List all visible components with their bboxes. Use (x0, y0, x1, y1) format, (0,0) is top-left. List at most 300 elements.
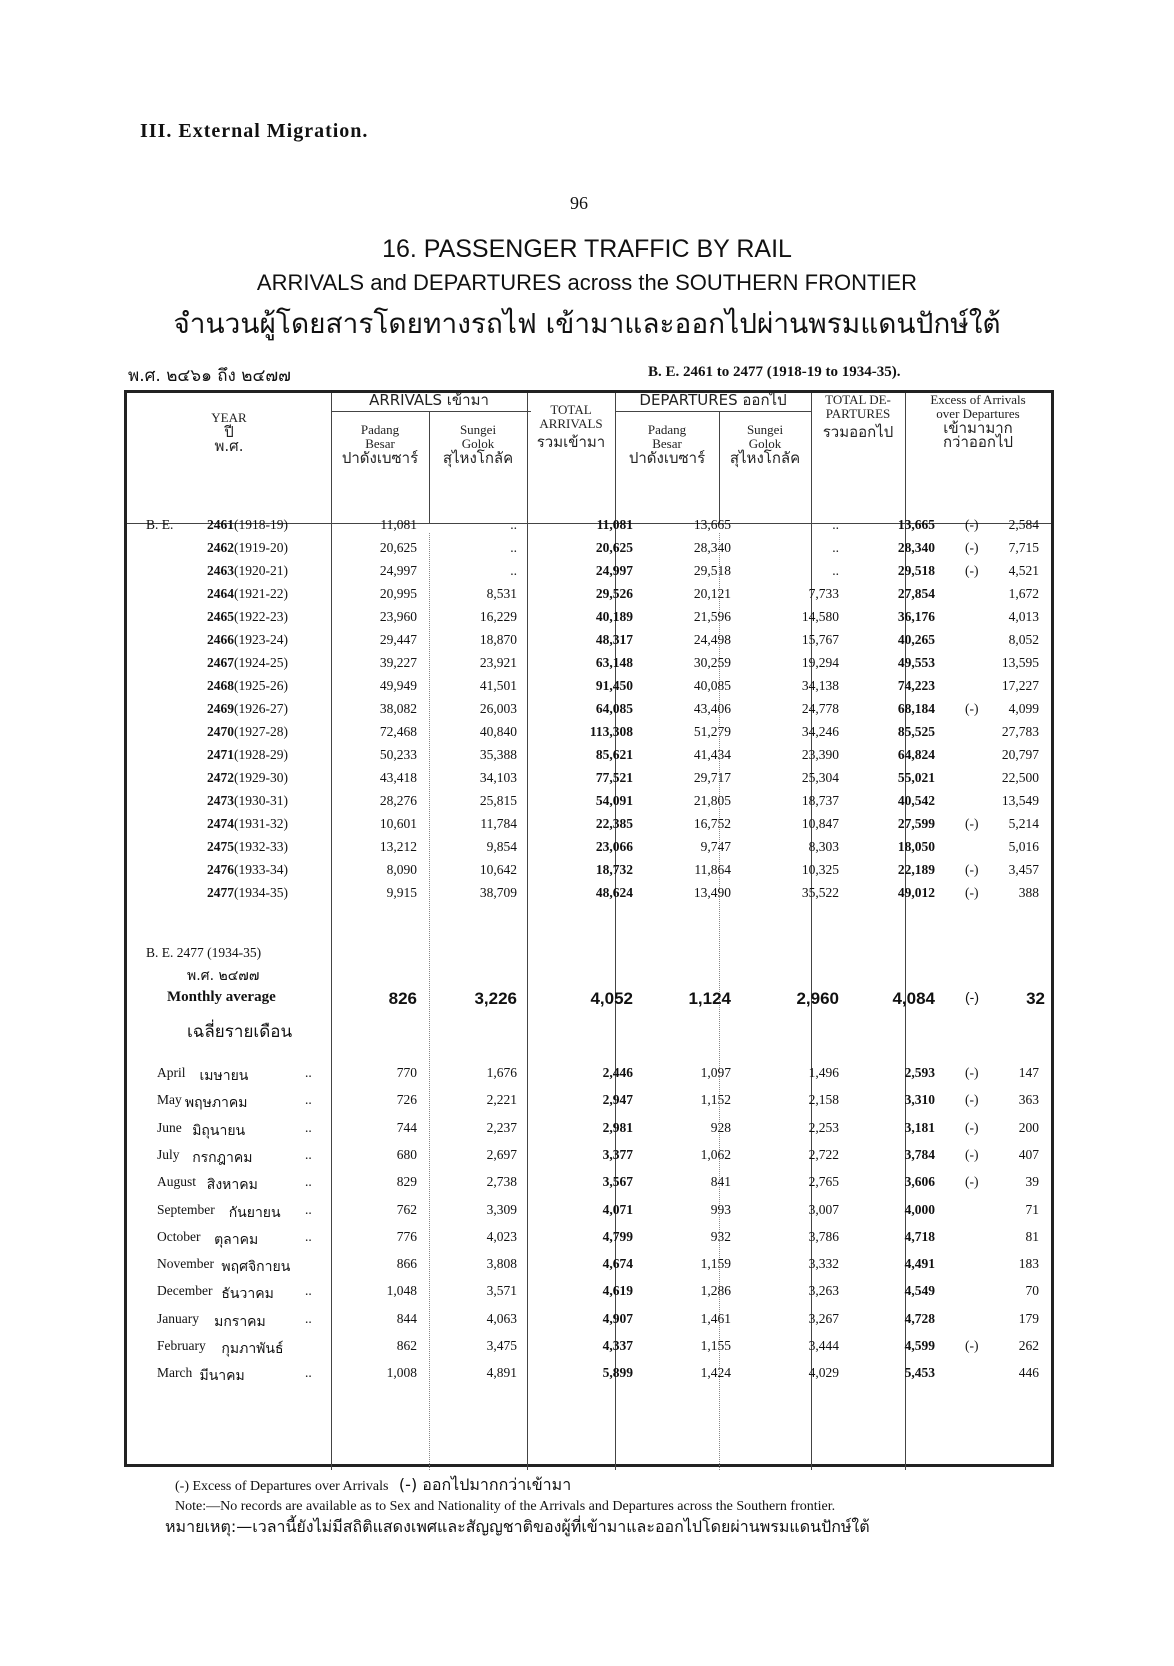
cell-excess: 446 (1018, 1365, 1039, 1381)
cell-total-arrivals: 20,625 (595, 540, 633, 555)
cell-excess: 27,783 (1001, 724, 1039, 739)
padang-dep-header-en: Padang Besar (647, 422, 687, 451)
cell-year-be: 2468 (207, 678, 234, 693)
cell-year-ce: (1921-22) (234, 586, 288, 601)
cell-padang-departures: 29,717 (693, 770, 731, 785)
total-departures-header-en: TOTAL DE-PARTURES (825, 392, 891, 421)
excess-header (905, 393, 1051, 449)
cell-total-departures: 40,542 (897, 793, 935, 808)
cell-padang-arrivals: 23,960 (379, 609, 417, 624)
cell-month-en: December (157, 1283, 213, 1299)
cell-total-arrivals: 2,981 (602, 1119, 633, 1135)
cell-padang-departures: 21,596 (693, 609, 731, 624)
cell-total-departures: 36,176 (897, 609, 935, 624)
cell-year-ce: (1930-31) (234, 793, 288, 808)
cell-month-en: July (157, 1146, 180, 1162)
section-heading: III. External Migration. (140, 120, 369, 142)
cell-padang-arrivals: 1,008 (386, 1365, 417, 1381)
sungei-dep-header-en: Sungei Golok (746, 422, 784, 451)
cell-sungei-departures: 3,332 (808, 1256, 839, 1272)
cell-padang-departures: 9,747 (700, 839, 731, 854)
month-row (127, 1065, 1057, 1085)
cell-padang-arrivals: 866 (396, 1256, 417, 1272)
cell-sungei-departures: .. (832, 517, 839, 532)
cell-sungei-arrivals: 8,531 (486, 586, 517, 601)
annual-row (127, 747, 1057, 767)
excess-header-th2: กว่าออกไป (942, 433, 1014, 451)
annual-row (127, 839, 1057, 859)
cell-year-ce: (1926-27) (234, 701, 288, 716)
cell-year-ce: (1923-24) (234, 632, 288, 647)
cell-total-arrivals: 54,091 (595, 793, 633, 808)
total-departures-header (811, 393, 905, 439)
cell-padang-departures: 932 (710, 1228, 731, 1244)
cell-total-arrivals: 3,567 (602, 1174, 633, 1190)
cell-year-ce: (1918-19) (234, 517, 288, 532)
cell-padang-arrivals: 11,081 (380, 517, 417, 532)
annual-row (127, 793, 1057, 813)
cell-total-departures: 27,854 (897, 586, 935, 601)
cell-padang-arrivals: 43,418 (379, 770, 417, 785)
cell-sungei-arrivals: 41,501 (479, 678, 517, 693)
cell-padang-arrivals: 10,601 (379, 816, 417, 831)
cell-sungei-departures: 19,294 (801, 655, 839, 670)
cell-total-arrivals: 5,899 (602, 1365, 633, 1381)
cell-excess: 8,052 (1008, 632, 1039, 647)
cell-total-arrivals: 3,377 (602, 1146, 633, 1162)
annual-row (127, 540, 1057, 560)
cell-year-be: 2461 (207, 517, 234, 532)
cell-padang-arrivals: 776 (396, 1228, 417, 1244)
cell-year-ce: (1924-25) (234, 655, 288, 670)
cell-year-be: 2466 (207, 632, 234, 647)
padang-header-th: ปาดังเบซาร์ (341, 449, 419, 467)
month-row (127, 1256, 1057, 1276)
cell-total-arrivals: 18,732 (595, 862, 633, 877)
cell-padang-departures: 1,159 (700, 1256, 731, 1272)
cell-sungei-arrivals: 25,815 (479, 793, 517, 808)
cell-padang-arrivals: 680 (396, 1146, 417, 1162)
cell-total-departures: 4,728 (904, 1310, 935, 1326)
cell-sungei-departures: 2,960 (796, 989, 839, 1008)
cell-sungei-departures: 2,765 (808, 1174, 839, 1190)
group-rule (331, 411, 531, 412)
cell-padang-departures: 1,424 (700, 1365, 731, 1381)
month-row (127, 1338, 1057, 1358)
cell-total-departures: 74,223 (897, 678, 935, 693)
cell-excess: 17,227 (1001, 678, 1039, 693)
cell-month-th: มกราคม (214, 1313, 266, 1330)
cell-total-departures: 4,491 (904, 1256, 935, 1272)
cell-total-departures: 3,784 (904, 1146, 935, 1162)
cell-sungei-arrivals: 9,854 (486, 839, 517, 854)
total-arrivals-header (527, 403, 615, 449)
cell-year-ce: (1927-28) (234, 724, 288, 739)
cell-padang-departures: 1,461 (700, 1310, 731, 1326)
cell-padang-arrivals: 744 (396, 1119, 417, 1135)
cell-padang-departures: 24,498 (693, 632, 731, 647)
cell-sungei-arrivals: .. (510, 563, 517, 578)
cell-excess: 39 (1025, 1174, 1039, 1190)
arrivals-group-header: ARRIVALS เข้ามา (369, 391, 489, 409)
annual-row (127, 678, 1057, 698)
annual-row (127, 701, 1057, 721)
cell-total-arrivals: 23,066 (595, 839, 633, 854)
cell-sungei-arrivals: 1,676 (486, 1065, 517, 1080)
cell-year-be: 2477 (207, 885, 234, 900)
period-thai: พ.ศ. ๒๔๖๑ ถึง ๒๔๗๗ (128, 366, 291, 386)
cell-excess: 262 (1018, 1338, 1039, 1353)
cell-total-departures: 4,718 (904, 1228, 935, 1244)
cell-month-en: February (157, 1338, 206, 1353)
month-row (127, 1283, 1057, 1303)
page-number: 96 (570, 193, 588, 213)
cell-sungei-departures: 34,138 (801, 678, 839, 693)
cell-total-departures: 3,310 (904, 1092, 935, 1108)
cell-excess: 81 (1025, 1228, 1039, 1244)
cell-leader-dots: .. (305, 1201, 312, 1217)
cell-total-departures: 49,553 (897, 655, 935, 670)
cell-total-arrivals: 4,337 (602, 1338, 633, 1353)
cell-month-th: กุมภาพันธ์ (221, 1341, 284, 1357)
cell-excess: 32 (1026, 989, 1045, 1008)
month-row (127, 1229, 1057, 1249)
cell-sungei-departures: 35,522 (801, 885, 839, 900)
cell-negative-marker: (-) (965, 885, 979, 900)
sungei-dep-header-th: สุไหงโกลัค (729, 449, 801, 467)
cell-month-th: มีนาคม (199, 1368, 245, 1385)
cell-padang-departures: 43,406 (693, 701, 731, 716)
rail-traffic-table (124, 390, 1054, 1467)
padang-arrivals-header (331, 423, 429, 465)
cell-leader-dots: .. (305, 1310, 312, 1326)
cell-month-en: April (157, 1065, 186, 1080)
cell-padang-departures: 1,062 (700, 1146, 731, 1162)
cell-total-arrivals: 85,621 (595, 747, 633, 762)
cell-sungei-arrivals: 3,475 (486, 1338, 517, 1353)
cell-excess: 20,797 (1001, 747, 1039, 762)
cell-sungei-arrivals: 40,840 (479, 724, 517, 739)
cell-sungei-departures: 18,737 (801, 793, 839, 808)
cell-total-arrivals: 48,317 (595, 632, 633, 647)
cell-total-departures: 29,518 (897, 563, 935, 578)
cell-month-en: October (157, 1228, 201, 1244)
cell-total-arrivals: 48,624 (595, 885, 633, 900)
cell-total-arrivals: 91,450 (595, 678, 633, 693)
cell-total-arrivals: 77,521 (595, 770, 633, 785)
cell-padang-departures: 11,864 (694, 862, 731, 877)
cell-total-departures: 3,181 (904, 1119, 935, 1135)
cell-excess: 388 (1018, 885, 1039, 900)
cell-year-ce: (1920-21) (234, 563, 288, 578)
cell-padang-arrivals: 49,949 (379, 678, 417, 693)
cell-padang-arrivals: 826 (388, 989, 417, 1008)
year-header-th2: พ.ศ. (214, 437, 244, 455)
cell-total-arrivals: 2,947 (602, 1092, 633, 1108)
cell-sungei-departures: 10,325 (801, 862, 839, 877)
cell-excess: 71 (1025, 1201, 1039, 1217)
cell-sungei-departures: .. (832, 563, 839, 578)
cell-sungei-arrivals: 2,237 (486, 1119, 517, 1135)
cell-month-th: กรกฎาคม (192, 1149, 253, 1166)
cell-sungei-departures: 10,847 (801, 816, 839, 831)
cell-month-en: November (157, 1256, 214, 1272)
cell-padang-arrivals: 13,212 (379, 839, 417, 854)
cell-total-arrivals: 63,148 (595, 655, 633, 670)
cell-year-be: 2467 (207, 655, 234, 670)
cell-excess: 13,595 (1001, 655, 1039, 670)
cell-sungei-departures: 14,580 (801, 609, 839, 624)
cell-total-arrivals: 2,446 (602, 1065, 633, 1080)
cell-negative-marker: (-) (965, 862, 979, 877)
cell-sungei-arrivals: 2,738 (486, 1174, 517, 1190)
cell-sungei-arrivals: 3,226 (474, 989, 517, 1008)
annual-row (127, 770, 1057, 790)
cell-padang-arrivals: 726 (396, 1092, 417, 1108)
cell-sungei-departures: 15,767 (801, 632, 839, 647)
cell-padang-departures: 1,152 (700, 1092, 731, 1108)
cell-excess: 13,549 (1001, 793, 1039, 808)
legend-note-en: (-) Excess of Departures over Arrivals (175, 1479, 389, 1494)
cell-total-arrivals: 4,071 (602, 1201, 633, 1217)
cell-total-arrivals: 4,799 (602, 1228, 633, 1244)
cell-padang-arrivals: 762 (396, 1201, 417, 1217)
cell-total-arrivals: 24,997 (595, 563, 633, 578)
padang-departures-header (615, 423, 719, 465)
cell-excess: 179 (1018, 1310, 1039, 1326)
cell-padang-departures: 1,124 (688, 989, 731, 1008)
cell-leader-dots: .. (305, 1065, 312, 1080)
cell-sungei-arrivals: 3,571 (486, 1283, 517, 1299)
cell-year-be: 2462 (207, 540, 234, 555)
cell-total-departures: 27,599 (897, 816, 935, 831)
cell-year-be: 2469 (207, 701, 234, 716)
cell-sungei-arrivals: 4,063 (486, 1310, 517, 1326)
year-header-th1: ปี (224, 423, 234, 441)
cell-sungei-departures: 8,303 (808, 839, 839, 854)
sungei-header-th: สุไหงโกลัค (442, 449, 514, 467)
cell-negative-marker: (-) (965, 1065, 979, 1080)
cell-padang-arrivals: 9,915 (386, 885, 417, 900)
cell-padang-arrivals: 844 (396, 1310, 417, 1326)
cell-padang-departures: 28,340 (693, 540, 731, 555)
cell-padang-arrivals: 829 (396, 1174, 417, 1190)
cell-sungei-departures: 2,722 (808, 1146, 839, 1162)
month-row (127, 1174, 1057, 1194)
cell-padang-departures: 20,121 (693, 586, 731, 601)
cell-padang-arrivals: 8,090 (386, 862, 417, 877)
cell-year-be: 2476 (207, 862, 234, 877)
monthly-block-heading-th: พ.ศ. ๒๔๗๗ (187, 968, 260, 984)
cell-year-ce: (1929-30) (234, 770, 288, 785)
cell-year-be: 2464 (207, 586, 234, 601)
cell-total-departures: 13,665 (897, 517, 935, 532)
cell-negative-marker: (-) (965, 989, 979, 1005)
monthly-average-label-th: เฉลี่ยรายเดือน (187, 1022, 293, 1042)
cell-padang-arrivals: 50,233 (379, 747, 417, 762)
cell-total-departures: 4,084 (892, 989, 935, 1008)
cell-padang-departures: 40,085 (693, 678, 731, 693)
cell-sungei-departures: 34,246 (801, 724, 839, 739)
cell-year-ce: (1934-35) (234, 885, 288, 900)
month-row (127, 1202, 1057, 1222)
cell-sungei-arrivals: .. (510, 517, 517, 532)
cell-padang-arrivals: 24,997 (379, 563, 417, 578)
cell-year-ce: (1928-29) (234, 747, 288, 762)
cell-excess: 183 (1018, 1256, 1039, 1272)
cell-sungei-departures: 3,007 (808, 1201, 839, 1217)
cell-month-en: January (157, 1310, 199, 1326)
cell-padang-arrivals: 1,048 (386, 1283, 417, 1299)
cell-sungei-arrivals: 34,103 (479, 770, 517, 785)
excess-header-th1: เข้ามามาก (943, 419, 1013, 437)
annual-row (127, 517, 1057, 537)
cell-sungei-departures: 25,304 (801, 770, 839, 785)
cell-month-th: ธันวาคม (221, 1286, 274, 1303)
cell-sungei-arrivals: 35,388 (479, 747, 517, 762)
month-row (127, 1311, 1057, 1331)
cell-sungei-arrivals: 3,309 (486, 1201, 517, 1217)
cell-padang-arrivals: 39,227 (379, 655, 417, 670)
legend-note-th: (-) ออกไปมากกว่าเข้ามา (398, 1475, 572, 1494)
month-row (127, 1147, 1057, 1167)
cell-excess: 200 (1018, 1119, 1039, 1135)
cell-sungei-departures: 23,390 (801, 747, 839, 762)
cell-total-departures: 4,000 (904, 1201, 935, 1217)
cell-month-en: May (157, 1092, 182, 1108)
cell-month-th: ตุลาคม (214, 1231, 259, 1248)
group-rule (615, 411, 811, 412)
cell-sungei-arrivals: 26,003 (479, 701, 517, 716)
cell-leader-dots: .. (305, 1146, 312, 1162)
annual-row (127, 816, 1057, 836)
cell-month-th: กันยายน (228, 1204, 281, 1221)
cell-total-departures: 4,599 (904, 1338, 935, 1353)
cell-padang-departures: 16,752 (693, 816, 731, 831)
cell-padang-arrivals: 72,468 (379, 724, 417, 739)
cell-month-en: June (157, 1119, 182, 1135)
cell-sungei-departures: 3,263 (808, 1283, 839, 1299)
cell-year-be: 2465 (207, 609, 234, 624)
cell-padang-departures: 841 (710, 1174, 731, 1190)
cell-total-departures: 2,593 (904, 1065, 935, 1080)
cell-sungei-arrivals: 4,023 (486, 1228, 517, 1244)
cell-padang-departures: 1,155 (700, 1338, 731, 1353)
cell-total-arrivals: 22,385 (595, 816, 633, 831)
cell-negative-marker: (-) (965, 517, 979, 532)
cell-era-prefix: B. E. (146, 517, 174, 532)
cell-total-arrivals: 4,052 (590, 989, 633, 1008)
cell-leader-dots: .. (305, 1119, 312, 1135)
excess-header-en: Excess of Arrivals over Departures (930, 392, 1026, 421)
cell-sungei-departures: 1,496 (808, 1065, 839, 1080)
cell-year-ce: (1932-33) (234, 839, 288, 854)
annual-row (127, 563, 1057, 583)
cell-sungei-arrivals: .. (510, 540, 517, 555)
annual-row (127, 586, 1057, 606)
table-title: 16. PASSENGER TRAFFIC BY RAIL (382, 235, 792, 263)
cell-total-departures: 64,824 (897, 747, 935, 762)
cell-negative-marker: (-) (965, 1338, 979, 1353)
cell-year-be: 2471 (207, 747, 234, 762)
cell-sungei-arrivals: 4,891 (486, 1365, 517, 1381)
cell-padang-departures: 1,097 (700, 1065, 731, 1080)
cell-padang-departures: 1,286 (700, 1283, 731, 1299)
cell-sungei-arrivals: 23,921 (479, 655, 517, 670)
cell-sungei-departures: 3,444 (808, 1338, 839, 1353)
annual-row (127, 724, 1057, 744)
cell-padang-arrivals: 862 (396, 1338, 417, 1353)
cell-total-departures: 40,265 (897, 632, 935, 647)
annual-row (127, 632, 1057, 652)
monthly-average-row (127, 989, 1057, 1009)
cell-month-th: สิงหาคม (206, 1177, 258, 1194)
cell-excess: 147 (1018, 1065, 1039, 1080)
annual-row (127, 655, 1057, 675)
cell-total-departures: 3,606 (904, 1174, 935, 1190)
cell-total-departures: 22,189 (897, 862, 935, 877)
cell-sungei-departures: 2,158 (808, 1092, 839, 1108)
cell-negative-marker: (-) (965, 540, 979, 555)
legend-note (175, 1476, 1035, 1495)
cell-excess: 22,500 (1001, 770, 1039, 785)
cell-excess: 4,099 (1008, 701, 1039, 716)
cell-total-arrivals: 113,308 (589, 724, 633, 739)
table-title-thai: จำนวนผู้โดยสารโดยทางรถไฟ เข้ามาและออกไปผ่านพรมแดนปักษ์ใต้ (173, 307, 1001, 340)
padang-dep-header-th: ปาดังเบซาร์ (628, 449, 706, 467)
month-row (127, 1365, 1057, 1385)
cell-year-be: 2470 (207, 724, 234, 739)
cell-sungei-arrivals: 16,229 (479, 609, 517, 624)
cell-padang-departures: 13,490 (693, 885, 731, 900)
total-departures-header-th: รวมออกไป (822, 423, 894, 441)
cell-total-departures: 49,012 (897, 885, 935, 900)
cell-padang-arrivals: 38,082 (379, 701, 417, 716)
cell-sungei-departures: .. (832, 540, 839, 555)
cell-total-arrivals: 4,674 (602, 1256, 633, 1272)
cell-padang-departures: 13,665 (693, 517, 731, 532)
cell-padang-departures: 21,805 (693, 793, 731, 808)
cell-padang-arrivals: 770 (396, 1065, 417, 1080)
cell-total-departures: 18,050 (897, 839, 935, 854)
monthly-block-heading: B. E. 2477 (1934-35) (146, 945, 262, 960)
cell-excess: 70 (1025, 1283, 1039, 1299)
cell-excess: 2,584 (1008, 517, 1039, 532)
cell-sungei-arrivals: 11,784 (480, 816, 517, 831)
cell-padang-arrivals: 20,625 (379, 540, 417, 555)
cell-excess: 7,715 (1008, 540, 1039, 555)
cell-total-departures: 68,184 (897, 701, 935, 716)
cell-month-en: September (157, 1201, 215, 1217)
cell-negative-marker: (-) (965, 1119, 979, 1135)
cell-excess: 5,016 (1008, 839, 1039, 854)
cell-excess: 407 (1018, 1146, 1039, 1162)
cell-year-ce: (1925-26) (234, 678, 288, 693)
cell-year-be: 2475 (207, 839, 234, 854)
month-row (127, 1120, 1057, 1140)
cell-sungei-arrivals: 2,697 (486, 1146, 517, 1162)
cell-negative-marker: (-) (965, 1146, 979, 1162)
table-subtitle: ARRIVALS and DEPARTURES across the SOUTHERN FRONTIER (256, 270, 918, 295)
cell-total-departures: 28,340 (897, 540, 935, 555)
cell-leader-dots: .. (305, 1174, 312, 1190)
cell-month-en: August (157, 1174, 197, 1190)
cell-padang-departures: 51,279 (693, 724, 731, 739)
cell-month-th: พฤษภาคม (184, 1095, 248, 1112)
cell-year-be: 2463 (207, 563, 234, 578)
cell-excess: 363 (1018, 1092, 1039, 1108)
cell-padang-arrivals: 29,447 (379, 632, 417, 647)
